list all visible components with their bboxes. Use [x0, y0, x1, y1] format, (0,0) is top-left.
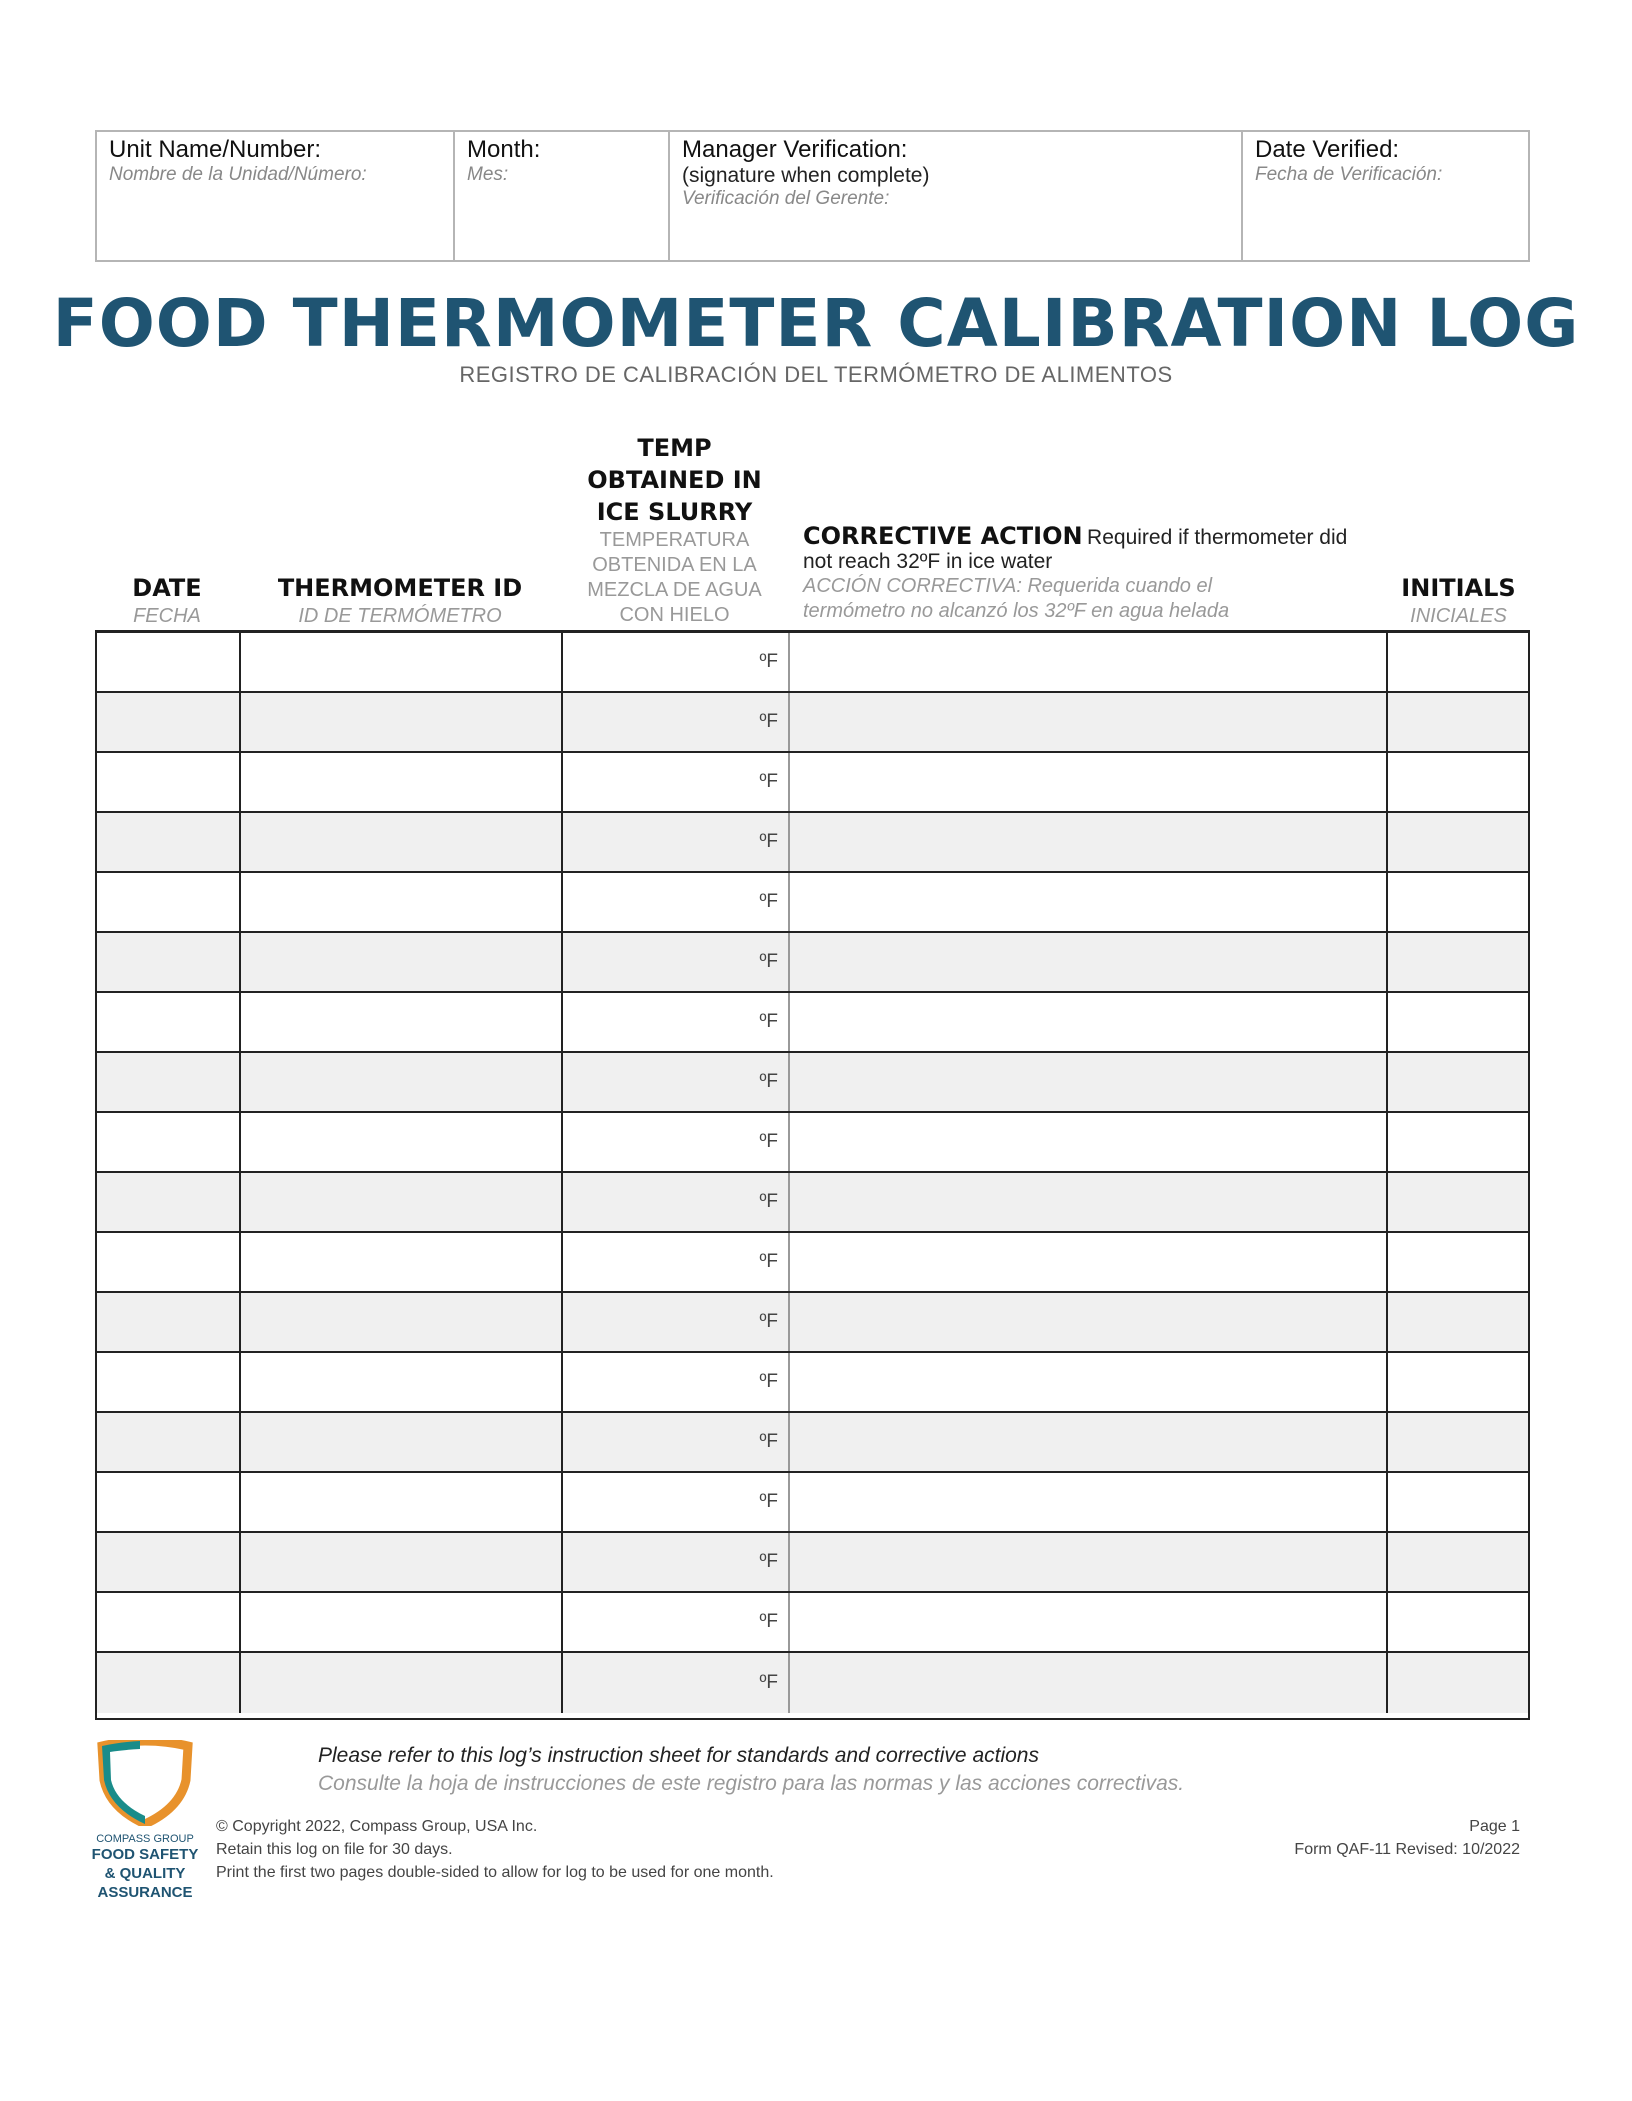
initials-cell[interactable]: [1388, 753, 1528, 811]
date-cell[interactable]: [97, 1173, 241, 1231]
table-row: [97, 633, 1528, 693]
thermometer-id-cell[interactable]: [241, 1413, 563, 1471]
col-corrective-req-1: Required if thermometer did: [1087, 526, 1348, 549]
temp-unit-label: ºF: [759, 651, 778, 672]
page-title: FOOD THERMOMETER CALIBRATION LOG: [52, 285, 1580, 362]
date-cell[interactable]: [97, 873, 241, 931]
date-cell[interactable]: [97, 1413, 241, 1471]
date-cell[interactable]: [97, 1233, 241, 1291]
date-cell[interactable]: [97, 813, 241, 871]
table-row: [97, 1293, 1528, 1353]
temp-unit-label: ºF: [759, 1551, 778, 1572]
manager-label: Manager Verification:: [682, 136, 908, 163]
manager-note: (signature when complete): [682, 164, 930, 187]
date-cell[interactable]: [97, 1113, 241, 1171]
temp-cell[interactable]: [563, 873, 790, 931]
table-row: [97, 1053, 1528, 1113]
logo-line-3: & QUALITY: [104, 1865, 186, 1882]
corrective-action-cell[interactable]: [790, 693, 1388, 751]
initials-cell[interactable]: [1388, 813, 1528, 871]
temp-unit-label: ºF: [759, 951, 778, 972]
retain-text: Retain this log on file for 30 days.: [216, 1841, 453, 1858]
temp-cell[interactable]: [563, 1053, 790, 1111]
initials-cell[interactable]: [1388, 1533, 1528, 1591]
temp-cell[interactable]: [563, 1473, 790, 1531]
temp-cell[interactable]: [563, 813, 790, 871]
month-sublabel: Mes:: [467, 164, 509, 185]
table-row: [97, 1593, 1528, 1653]
date-cell[interactable]: [97, 1593, 241, 1651]
date-cell[interactable]: [97, 753, 241, 811]
footer-page-info: [1294, 1815, 1520, 1861]
unit-sublabel: Nombre de la Unidad/Número:: [109, 164, 367, 185]
corrective-action-cell[interactable]: [790, 993, 1388, 1051]
col-date-sub: FECHA: [133, 605, 201, 627]
table-row: [97, 1653, 1528, 1713]
date-verified-sublabel: Fecha de Verificación:: [1255, 164, 1443, 185]
temp-cell[interactable]: [563, 993, 790, 1051]
initials-cell[interactable]: [1388, 1593, 1528, 1651]
temp-cell[interactable]: [563, 1593, 790, 1651]
table-row: [97, 1233, 1528, 1293]
header-info-table: [95, 130, 1530, 262]
col-temp-sub-1: TEMPERATURA: [599, 529, 750, 551]
manager-sublabel: Verificación del Gerente:: [682, 188, 890, 209]
corrective-action-cell[interactable]: [790, 753, 1388, 811]
col-corrective-sub-1: ACCIÓN CORRECTIVA: Requerida cuando el: [803, 575, 1213, 597]
corrective-action-cell[interactable]: [790, 1113, 1388, 1171]
thermometer-id-cell[interactable]: [241, 633, 563, 691]
col-header-corrective-action: [803, 522, 1393, 624]
temp-cell[interactable]: [563, 1233, 790, 1291]
date-cell[interactable]: [97, 1053, 241, 1111]
date-cell[interactable]: [97, 693, 241, 751]
initials-cell[interactable]: [1388, 1293, 1528, 1351]
initials-cell[interactable]: [1388, 1053, 1528, 1111]
thermometer-id-cell[interactable]: [241, 1533, 563, 1591]
temp-cell[interactable]: [563, 1353, 790, 1411]
col-date-label: DATE: [132, 574, 202, 602]
table-row: [97, 1113, 1528, 1173]
form-revision: Form QAF-11 Revised: 10/2022: [1294, 1841, 1520, 1858]
corrective-action-cell[interactable]: [790, 1293, 1388, 1351]
temp-unit-label: ºF: [759, 1491, 778, 1512]
temp-unit-label: ºF: [759, 1071, 778, 1092]
initials-cell[interactable]: [1388, 993, 1528, 1051]
col-header-initials: [1387, 572, 1530, 629]
col-corrective-label: CORRECTIVE ACTION: [803, 522, 1083, 550]
col-temp-label-1: TEMP: [637, 434, 712, 462]
date-cell[interactable]: [97, 1473, 241, 1531]
col-corrective-req-2: not reach 32ºF in ice water: [803, 550, 1053, 573]
thermometer-id-cell[interactable]: [241, 693, 563, 751]
temp-unit-label: ºF: [759, 891, 778, 912]
initials-cell[interactable]: [1388, 1413, 1528, 1471]
thermometer-id-cell[interactable]: [241, 1353, 563, 1411]
temp-unit-label: ºF: [759, 1191, 778, 1212]
thermometer-id-cell[interactable]: [241, 1293, 563, 1351]
temp-unit-label: ºF: [759, 1431, 778, 1452]
table-row: [97, 1173, 1528, 1233]
thermometer-id-cell[interactable]: [241, 1173, 563, 1231]
temp-unit-label: ºF: [759, 831, 778, 852]
col-corrective-sub-2: termómetro no alcanzó los 32ºF en agua helada: [803, 600, 1230, 622]
corrective-action-cell[interactable]: [790, 1533, 1388, 1591]
month-label: Month:: [467, 136, 541, 163]
instruction-note-es: Consulte la hoja de instrucciones de este registro para las normas y las acciones correctivas.: [318, 1772, 1185, 1795]
temp-cell[interactable]: [563, 1533, 790, 1591]
page-number: Page 1: [1469, 1818, 1520, 1835]
page-subtitle: REGISTRO DE CALIBRACIÓN DEL TERMÓMETRO DE ALIMENTOS: [459, 362, 1173, 387]
corrective-action-cell[interactable]: [790, 1653, 1388, 1713]
compass-food-safety-logo: [80, 1740, 210, 1902]
temp-cell[interactable]: [563, 1113, 790, 1171]
temp-unit-label: ºF: [759, 771, 778, 792]
date-cell[interactable]: [97, 633, 241, 691]
corrective-action-cell[interactable]: [790, 873, 1388, 931]
col-initials-sub: INICIALES: [1410, 605, 1507, 627]
table-row: [97, 1533, 1528, 1593]
date-verified-label: Date Verified:: [1255, 136, 1400, 163]
initials-cell[interactable]: [1388, 1353, 1528, 1411]
temp-unit-label: ºF: [759, 1011, 778, 1032]
temp-unit-label: ºF: [759, 1672, 778, 1693]
instruction-note: Please refer to this log’s instruction sheet for standards and corrective actions: [318, 1744, 1039, 1767]
thermometer-id-cell[interactable]: [241, 753, 563, 811]
col-header-thermometer-id: [239, 572, 561, 629]
logo-line-1: COMPASS GROUP: [96, 1833, 194, 1845]
thermometer-id-cell[interactable]: [241, 933, 563, 991]
corrective-action-cell[interactable]: [790, 1053, 1388, 1111]
col-id-label: THERMOMETER ID: [277, 574, 523, 602]
temp-unit-label: ºF: [759, 1131, 778, 1152]
temp-cell[interactable]: [563, 933, 790, 991]
corrective-action-cell[interactable]: [790, 1413, 1388, 1471]
manager-verification-field[interactable]: [670, 132, 1243, 260]
table-row: [97, 753, 1528, 813]
col-temp-sub-4: CON HIELO: [619, 604, 730, 626]
temp-unit-label: ºF: [759, 1371, 778, 1392]
temp-cell[interactable]: [563, 1653, 790, 1713]
corrective-action-cell[interactable]: [790, 1593, 1388, 1651]
date-cell[interactable]: [97, 1353, 241, 1411]
date-cell[interactable]: [97, 1293, 241, 1351]
date-cell[interactable]: [97, 933, 241, 991]
col-header-date: [95, 572, 239, 629]
temp-unit-label: ºF: [759, 711, 778, 732]
initials-cell[interactable]: [1388, 1473, 1528, 1531]
initials-cell[interactable]: [1388, 1653, 1528, 1713]
date-cell[interactable]: [97, 1533, 241, 1591]
thermometer-id-cell[interactable]: [241, 993, 563, 1051]
thermometer-id-cell[interactable]: [241, 1053, 563, 1111]
initials-cell[interactable]: [1388, 873, 1528, 931]
corrective-action-cell[interactable]: [790, 1353, 1388, 1411]
corrective-action-cell[interactable]: [790, 933, 1388, 991]
col-initials-label: INITIALS: [1401, 574, 1516, 602]
initials-cell[interactable]: [1388, 693, 1528, 751]
col-id-sub: ID DE TERMÓMETRO: [298, 605, 502, 627]
thermometer-id-cell[interactable]: [241, 813, 563, 871]
initials-cell[interactable]: [1388, 1113, 1528, 1171]
corrective-action-cell[interactable]: [790, 1473, 1388, 1531]
table-row: [97, 933, 1528, 993]
thermometer-id-cell[interactable]: [241, 1233, 563, 1291]
footer-copyright-block: [216, 1815, 774, 1884]
thermometer-id-cell[interactable]: [241, 1473, 563, 1531]
corrective-action-cell[interactable]: [790, 633, 1388, 691]
unit-field[interactable]: [97, 132, 455, 260]
table-row: [97, 993, 1528, 1053]
table-row: [97, 873, 1528, 933]
corrective-action-cell[interactable]: [790, 813, 1388, 871]
temp-unit-label: ºF: [759, 1611, 778, 1632]
temp-unit-label: ºF: [759, 1251, 778, 1272]
temp-cell[interactable]: [563, 753, 790, 811]
temp-cell[interactable]: [563, 633, 790, 691]
unit-label: Unit Name/Number:: [109, 136, 322, 163]
table-row: [97, 1353, 1528, 1413]
temp-unit-label: ºF: [759, 1311, 778, 1332]
temp-cell[interactable]: [563, 1293, 790, 1351]
date-cell[interactable]: [97, 993, 241, 1051]
table-row: [97, 813, 1528, 873]
copyright-text: © Copyright 2022, Compass Group, USA Inc.: [216, 1818, 538, 1835]
initials-cell[interactable]: [1388, 1233, 1528, 1291]
temp-cell[interactable]: [563, 1413, 790, 1471]
date-cell[interactable]: [97, 1653, 241, 1713]
print-text: Print the first two pages double-sided to allow for log to be used for one month.: [216, 1864, 774, 1881]
initials-cell[interactable]: [1388, 1173, 1528, 1231]
table-row: [97, 693, 1528, 753]
table-row: [97, 1473, 1528, 1533]
corrective-action-cell[interactable]: [790, 1173, 1388, 1231]
thermometer-id-cell[interactable]: [241, 1653, 563, 1713]
thermometer-id-cell[interactable]: [241, 1593, 563, 1651]
initials-cell[interactable]: [1388, 633, 1528, 691]
calibration-log-grid: [95, 630, 1530, 1720]
logo-line-4: ASSURANCE: [97, 1884, 193, 1901]
corrective-action-cell[interactable]: [790, 1233, 1388, 1291]
logo-line-2: FOOD SAFETY: [91, 1846, 199, 1863]
temp-cell[interactable]: [563, 1173, 790, 1231]
col-temp-label-3: ICE SLURRY: [596, 498, 753, 526]
temp-cell[interactable]: [563, 693, 790, 751]
initials-cell[interactable]: [1388, 933, 1528, 991]
date-verified-field[interactable]: [1243, 132, 1528, 260]
table-row: [97, 1413, 1528, 1473]
thermometer-id-cell[interactable]: [241, 1113, 563, 1171]
month-field[interactable]: [455, 132, 670, 260]
col-temp-label-2: OBTAINED IN: [587, 466, 762, 494]
shield-icon: [80, 1740, 210, 1826]
col-temp-sub-3: MEZCLA DE AGUA: [587, 579, 762, 601]
col-header-temp: [561, 432, 788, 628]
col-temp-sub-2: OBTENIDA EN LA: [592, 554, 757, 576]
thermometer-id-cell[interactable]: [241, 873, 563, 931]
